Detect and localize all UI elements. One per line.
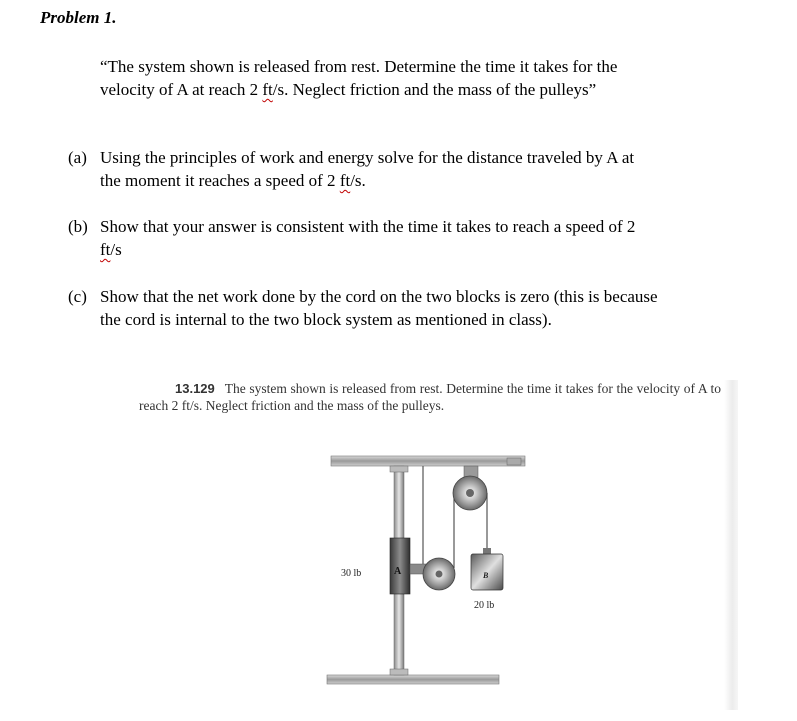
part-b-line-2-post: /s	[110, 240, 122, 259]
textbook-problem-body: The system shown is released from rest. Determine the time it takes for the velocity of A to reach 2 ft/s. Neglect friction and the mass of the pulleys.	[139, 381, 721, 413]
part-c-label: (c)	[68, 287, 87, 306]
quote-line-2-post: /s. Neglect friction and the mass of the pulleys”	[272, 80, 597, 99]
part-a-line-2-post: /s.	[350, 171, 366, 190]
block-a-label: A	[394, 566, 402, 577]
part-a-line-2-pre: the moment it reaches a speed of 2	[100, 171, 340, 190]
quote-line-1: “The system shown is released from rest. Determine the time it takes for the	[100, 57, 618, 76]
top-support-beam	[331, 456, 525, 466]
part-c-line-1: Show that the net work done by the cord on the two blocks is zero (this is because	[100, 287, 658, 306]
block-b-hook	[483, 548, 491, 554]
part-a-unit: ft	[339, 171, 351, 190]
textbook-problem-number: 13.129	[175, 381, 215, 396]
part-a-label: (a)	[68, 148, 87, 167]
problem-quote	[100, 55, 760, 101]
quote-line-2-pre: velocity of A at reach 2	[100, 80, 263, 99]
part-c-line-2: the cord is internal to the two block system as mentioned in class).	[100, 310, 552, 329]
part-b-line-1: Show that your answer is consistent with the time it takes to reach a speed of 2	[100, 217, 636, 236]
top-pulley-hub	[466, 489, 474, 497]
part-c	[68, 285, 760, 331]
block-a-weight: 30 lb	[341, 568, 362, 579]
block-b-label: B	[483, 571, 489, 580]
bottom-support-beam	[327, 675, 499, 684]
rod-top-collar	[390, 466, 408, 472]
part-b-label: (b)	[68, 217, 88, 236]
part-a-line-1: Using the principles of work and energy solve for the distance traveled by A at	[100, 148, 635, 167]
part-a	[68, 146, 760, 192]
block-a-pulley-hub	[436, 571, 443, 578]
quote-unit: ft	[262, 80, 273, 99]
block-b-weight: 20 lb	[474, 600, 495, 611]
rod-bottom-collar	[390, 669, 408, 675]
problem-title: Problem 1.	[40, 8, 117, 27]
part-b	[68, 215, 760, 261]
textbook-excerpt	[135, 378, 735, 708]
part-b-unit: ft	[100, 240, 111, 259]
top-beam-end-bolt	[507, 458, 521, 465]
pulley-system-figure	[135, 378, 735, 708]
